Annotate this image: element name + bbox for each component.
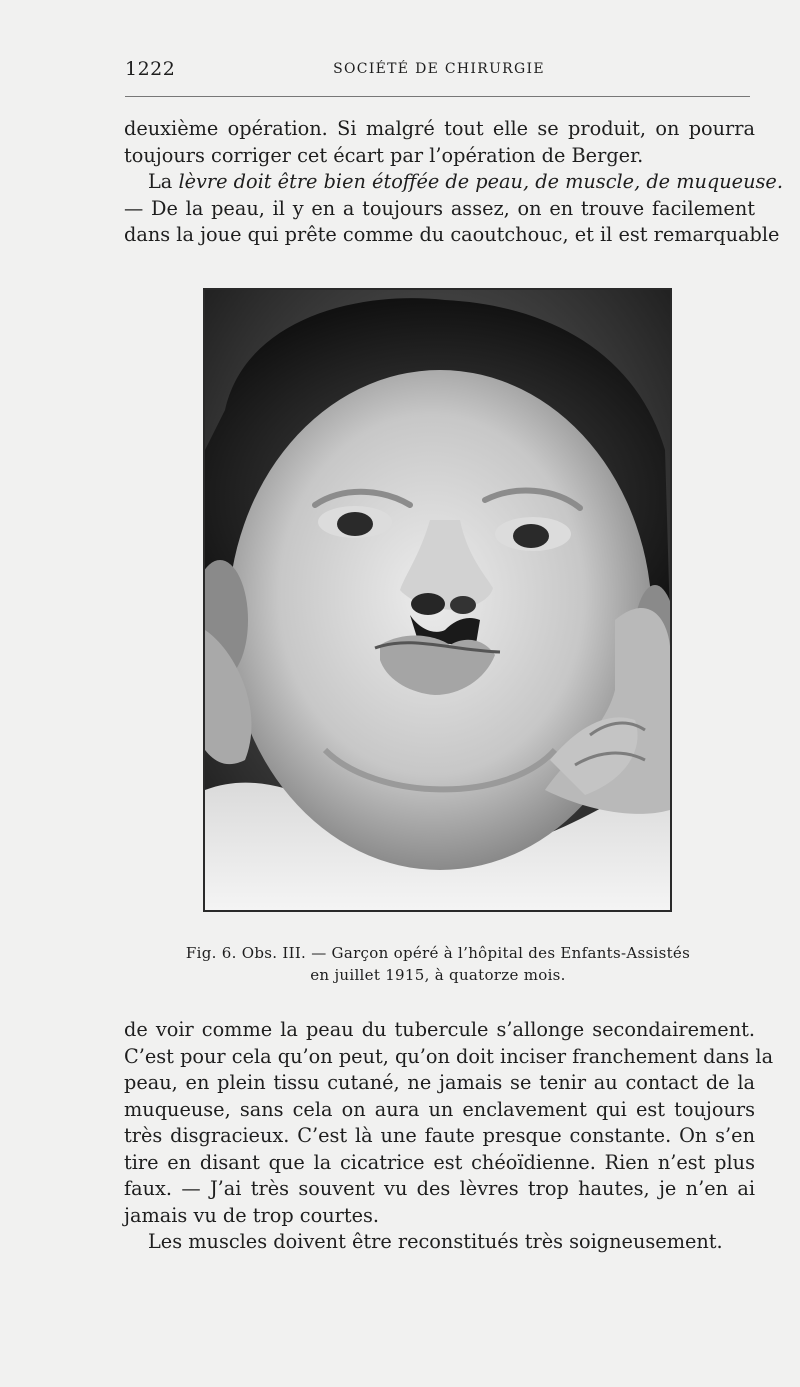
child-portrait-photo bbox=[205, 290, 670, 910]
text-line: peau, en plein tissu cutané, ne jamais se tenir au contact de la bbox=[124, 1071, 755, 1094]
figure-photograph bbox=[203, 288, 672, 912]
text-line: tire en disant que la cicatrice est chéoïdienne. Rien n’est plus bbox=[124, 1150, 755, 1174]
italic-emphasis: lèvre doit être bien étoffée de peau, de muscle, de muqueuse. bbox=[178, 170, 783, 193]
text-line: jamais vu de trop courtes. bbox=[124, 1203, 380, 1227]
text-line: C’est pour cela qu’on peut, qu’on doit inciser franchement dans la bbox=[124, 1044, 774, 1068]
text-fragment: La bbox=[148, 170, 179, 193]
figure-caption bbox=[168, 942, 708, 986]
text-line: faux. — J’ai très souvent vu des lèvres trop hautes, je n’en ai bbox=[124, 1177, 755, 1200]
page-header bbox=[125, 58, 753, 86]
text-line: toujours corriger cet écart par l’opération de Berger. bbox=[124, 143, 644, 167]
text-line: muqueuse, sans cela on aura un enclavement qui est toujours bbox=[124, 1097, 755, 1121]
text-line: de voir comme la peau du tubercule s’allonge secondairement. bbox=[124, 1018, 755, 1041]
text-line: dans la joue qui prête comme du caoutchouc, et il est remarquable bbox=[124, 223, 780, 246]
text-line: — De la peau, il y en a toujours assez, on en trouve facilement bbox=[124, 196, 755, 220]
header-rule bbox=[125, 96, 750, 97]
top-paragraphs bbox=[124, 116, 783, 249]
caption-line: Fig. 6. Obs. III. — Garçon opéré à l’hôpital des Enfants-Assistés bbox=[185, 944, 691, 962]
text-line: Les muscles doivent être reconstitués très soigneusement. bbox=[148, 1230, 723, 1253]
text-line: deuxième opération. Si malgré tout elle se produit, on pourra bbox=[124, 117, 755, 140]
caption-line: en juillet 1915, à quatorze mois. bbox=[310, 966, 566, 984]
page-number: 1222 bbox=[125, 58, 176, 80]
text-line: très disgracieux. C’est là une faute presque constante. On s’en bbox=[124, 1124, 755, 1147]
text-line bbox=[124, 169, 783, 196]
running-title: SOCIÉTÉ DE CHIRURGIE bbox=[333, 61, 545, 77]
bottom-paragraphs bbox=[124, 1017, 774, 1256]
